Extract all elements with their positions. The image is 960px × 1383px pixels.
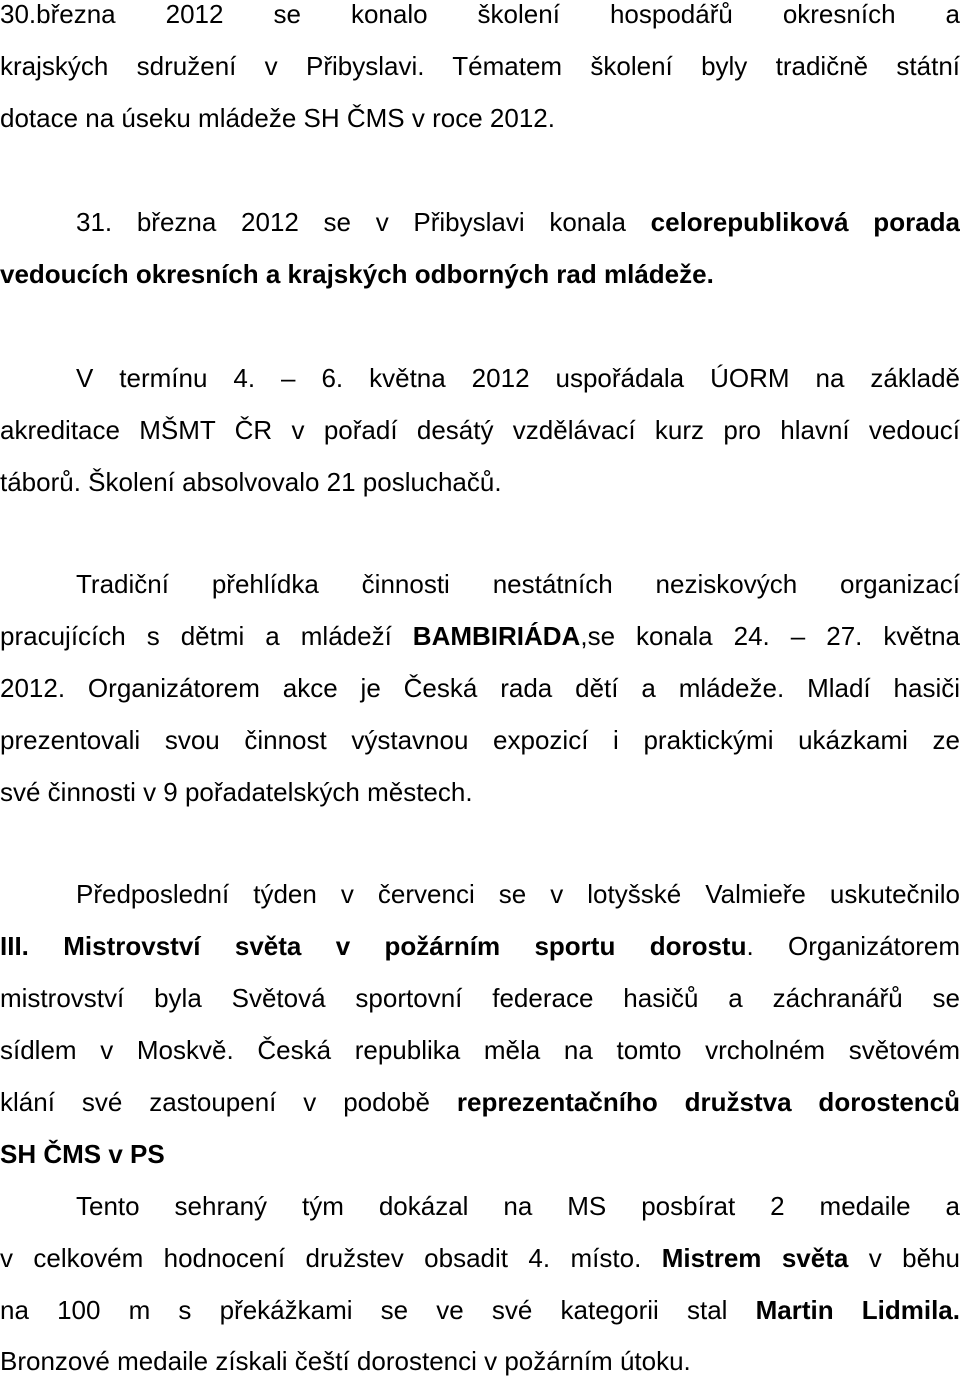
paragraph-6-line-4: [0, 1341, 960, 1381]
paragraph-3-line-2: [0, 410, 960, 450]
text: V termínu 4. – 6. května 2012 uspořádala ÚORM na základě: [76, 363, 960, 393]
text: na 100 m s překážkami se ve své kategorii stal: [0, 1295, 756, 1325]
text: táborů. Školení absolvovalo 21 posluchačů.: [0, 467, 502, 497]
paragraph-5-line-2: [0, 926, 960, 966]
paragraph-3-line-3: [0, 462, 960, 502]
text: mistrovství byla Světová sportovní federace hasičů a záchranářů se: [0, 983, 960, 1013]
paragraph-5-line-6: [0, 1134, 960, 1174]
text: akreditace MŠMT ČR v pořadí desátý vzdělávací kurz pro hlavní vedoucí: [0, 415, 960, 445]
paragraph-1-line-3: [0, 98, 960, 138]
bold-text: reprezentačního družstva dorostenců: [456, 1087, 960, 1117]
paragraph-4-line-3: [0, 668, 960, 708]
paragraph-6-line-1: [0, 1186, 960, 1226]
paragraph-1-line-2: [0, 46, 960, 86]
text: klání své zastoupení v podobě: [0, 1087, 457, 1117]
paragraph-4-line-2: [0, 616, 960, 656]
paragraph-6-line-2: [0, 1238, 960, 1278]
text: pracujících s dětmi a mládeží: [0, 621, 413, 651]
text: 30.března 2012 se konalo školení hospodářů okresních a: [0, 0, 960, 29]
paragraph-5-line-5: [0, 1082, 960, 1122]
text: své činnosti v 9 pořadatelských městech.: [0, 777, 473, 807]
bold-text: SH ČMS v PS: [0, 1139, 165, 1169]
paragraph-1-line-1: [0, 0, 960, 34]
bold-text: BAMBIRIÁDA: [412, 621, 581, 651]
paragraph-4-line-1: [0, 564, 960, 604]
text: ,se konala 24. – 27. května: [580, 621, 960, 651]
text: Tradiční přehlídka činnosti nestátních neziskových organizací: [76, 569, 960, 599]
bold-text: vedoucích okresních a krajských odborných rad mládeže.: [0, 259, 714, 289]
bold-text: celorepubliková porada: [650, 207, 960, 237]
text: krajských sdružení v Přibyslavi. Tématem školení byly tradičně státní: [0, 51, 960, 81]
paragraph-5-line-3: [0, 978, 960, 1018]
text: Tento sehraný tým dokázal na MS posbírat 2 medaile a: [76, 1191, 960, 1221]
bold-text: III. Mistrovství světa v požárním sportu dorostu: [0, 931, 747, 961]
paragraph-2-line-2: [0, 254, 960, 294]
text: v celkovém hodnocení družstev obsadit 4. místo.: [0, 1243, 662, 1273]
bold-text: Martin Lidmila.: [755, 1295, 960, 1325]
paragraph-6-line-3: [0, 1290, 960, 1330]
text: prezentovali svou činnost výstavnou expozicí i praktickými ukázkami ze: [0, 725, 960, 755]
text: 2012. Organizátorem akce je Česká rada dětí a mládeže. Mladí hasiči: [0, 673, 960, 703]
paragraph-2-line-1: [0, 202, 960, 242]
paragraph-4-line-4: [0, 720, 960, 760]
text: . Organizátorem: [746, 931, 960, 961]
paragraph-4-line-5: [0, 772, 960, 812]
text: 31. března 2012 se v Přibyslavi konala: [76, 207, 651, 237]
bold-text: Mistrem světa: [661, 1243, 849, 1273]
text: dotace na úseku mládeže SH ČMS v roce 2012.: [0, 103, 555, 133]
paragraph-5-line-1: [0, 874, 960, 914]
text: v běhu: [848, 1243, 960, 1273]
text: Bronzové medaile získali čeští dorostenci v požárním útoku.: [0, 1346, 691, 1376]
paragraph-3-line-1: [0, 358, 960, 398]
text: Předposlední týden v červenci se v lotyšské Valmieře uskutečnilo: [76, 879, 960, 909]
text: sídlem v Moskvě. Česká republika měla na tomto vrcholném světovém: [0, 1035, 960, 1065]
paragraph-5-line-4: [0, 1030, 960, 1070]
